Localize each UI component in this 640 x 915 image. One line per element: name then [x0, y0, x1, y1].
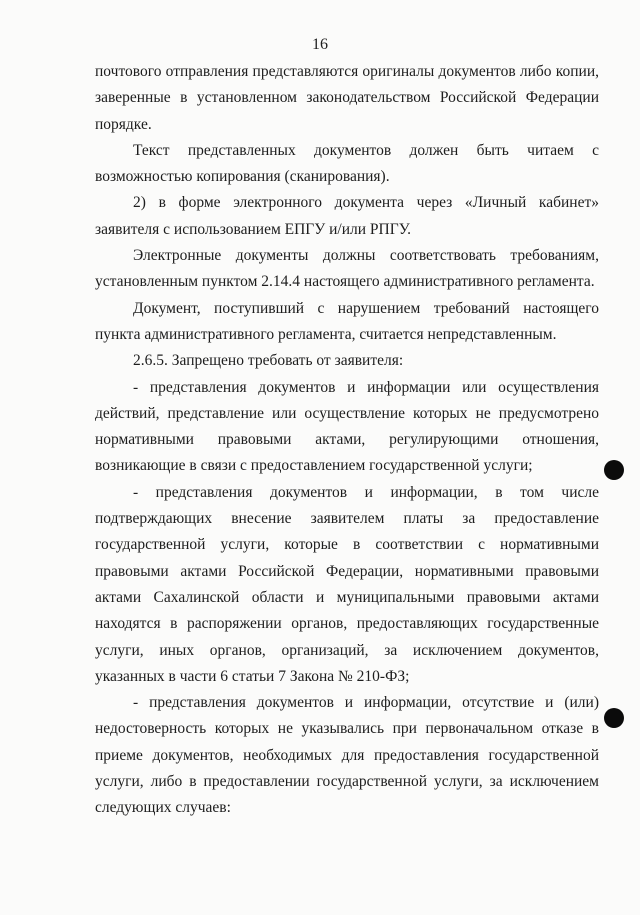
page-number: 16: [312, 36, 328, 53]
paragraph: 2) в форме электронного документа через «Личный кабинет» заявителя с использованием ЕПГУ и/или РПГУ.: [95, 194, 599, 238]
paragraph: 2.6.5. Запрещено требовать от заявителя:: [133, 352, 404, 370]
list-item: - представления документов и информации, в том числе подтверждающих внесение заявителем платы за предоставление государственной услуги, которые в соответствии с нормативными правовыми актами Российской Федерации, нормативными правовыми актами Сахалинской области и муниципальными правовыми актами находятся в распоряжении органов, предоставляющих государственные услуги, иных органов, организаций, за исключением документов, указанных в части 6 статьи 7 Закона № 210-ФЗ;: [95, 483, 599, 685]
paragraph: Документ, поступивший с нарушением требований настоящего пункта административного регламента, считается непредставленным.: [95, 299, 599, 343]
list-item: - представления документов и информации, отсутствие и (или) недостоверность которых не указывались при первоначальном отказе в приеме документов, необходимых для предоставления государственной услуги, либо в предоставлении государственной услуги, за исключением следующих случаев:: [95, 694, 599, 817]
punch-hole-mark: [604, 708, 624, 728]
paragraph: Электронные документы должны соответствовать требованиям, установленным пунктом 2.14.4 настоящего административного регламента.: [95, 247, 599, 291]
paragraph: Текст представленных документов должен быть читаем с возможностью копирования (сканирования).: [95, 141, 599, 186]
punch-hole-mark: [604, 460, 624, 480]
paragraph: почтового отправления представляются оригиналы документов либо копии, заверенные в установленном законодательством Российской Федерации порядке.: [95, 63, 599, 133]
document-body: [95, 59, 599, 822]
list-item: - представления документов и информации или осуществления действий, представление или осуществление которых не предусмотрено нормативными правовыми актами, регулирующими отношения, возникающие в связи с предоставлением государственной услуги;: [95, 378, 599, 475]
